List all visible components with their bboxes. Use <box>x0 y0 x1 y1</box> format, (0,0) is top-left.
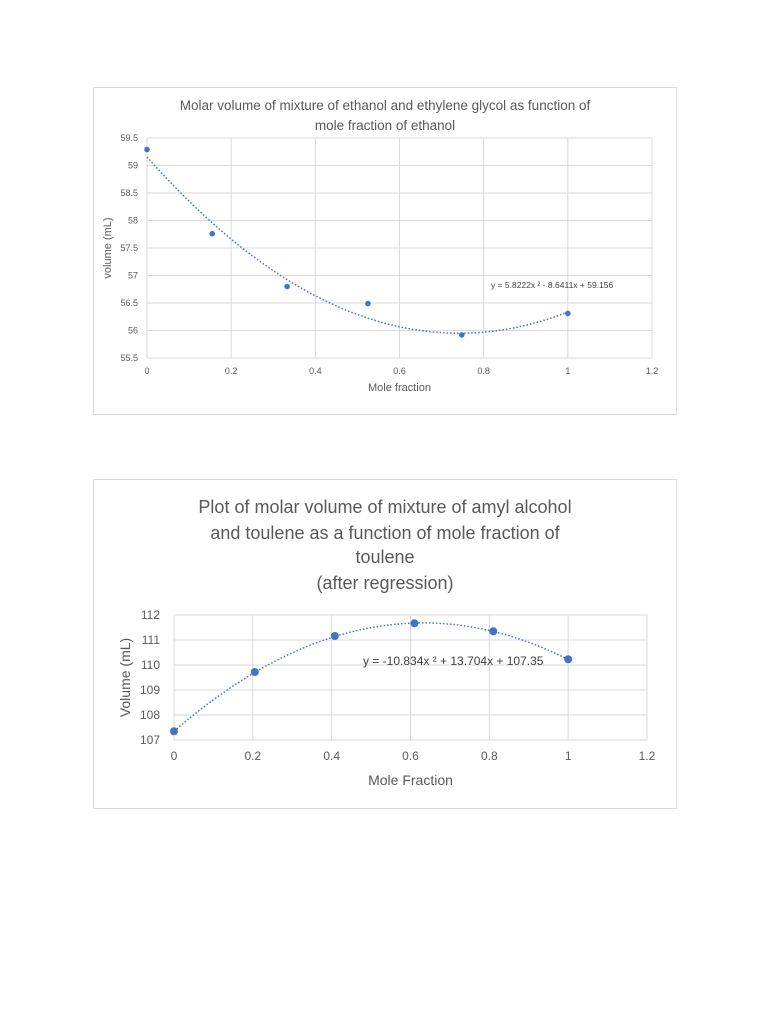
chart-2-ytick-2: 109 <box>139 683 160 698</box>
chart-2-xtick-4: 0.8 <box>480 749 498 763</box>
chart-1-x-axis-title: Mole fraction <box>368 382 431 394</box>
chart-2-ytick-1: 108 <box>139 708 160 723</box>
chart-2-point-6 <box>564 655 572 663</box>
chart-2-xtick-1: 0.2 <box>244 749 262 763</box>
chart-1-xtick-5: 1 <box>565 366 571 376</box>
chart-2-y-axis-title: Volume (mL) <box>117 637 133 718</box>
chart-2-title-line-2: and toulene as a function of mole fraction of <box>210 523 560 543</box>
chart-1-ytick-8: 59.5 <box>120 133 138 144</box>
chart-1-ytick-0: 55.5 <box>120 353 138 364</box>
chart-2-point-1 <box>170 727 178 735</box>
chart-1-y-axis-title: volume (mL) <box>102 217 114 279</box>
chart-1-point-3 <box>284 284 290 290</box>
chart-amyl-alcohol-toulene <box>93 479 677 809</box>
chart-1-title-line-1: Molar volume of mixture of ethanol and ethylene glycol as function of <box>179 98 591 113</box>
chart-1-ytick-7: 59 <box>127 160 138 171</box>
chart-2-ytick-4: 111 <box>141 633 160 648</box>
chart-2-xtick-0: 0 <box>170 749 178 763</box>
chart-ethanol-ethylene-glycol <box>93 87 677 415</box>
chart-svg-1 <box>94 88 676 414</box>
chart-2-ytick-5: 112 <box>140 608 160 623</box>
chart-2-ytick-3: 110 <box>140 658 160 673</box>
chart-1-xtick-1: 0.2 <box>224 366 238 376</box>
chart-1-trendline <box>147 157 568 333</box>
chart-1-trendline-equation: y = 5.8222x ² - 8.6411x + 59.156 <box>491 280 614 290</box>
chart-2-title-line-4: (after regression) <box>316 573 454 593</box>
chart-1-point-1 <box>144 147 150 153</box>
chart-1-point-5 <box>459 332 465 338</box>
chart-2-title-line-1: Plot of molar volume of mixture of amyl alcohol <box>198 497 572 517</box>
chart-1-xtick-6: 1.2 <box>645 366 659 376</box>
chart-1-xtick-4: 0.8 <box>477 366 490 376</box>
chart-2-point-5 <box>489 627 497 635</box>
chart-2-xtick-5: 1 <box>564 749 572 763</box>
chart-2-point-2 <box>251 668 259 676</box>
chart-1-ytick-1: 56 <box>127 325 138 336</box>
chart-2-xtick-3: 0.6 <box>402 749 419 763</box>
chart-2-xtick-6: 1.2 <box>638 749 656 763</box>
chart-svg-2 <box>94 480 676 808</box>
chart-1-title-line-2: mole fraction of ethanol <box>314 118 456 133</box>
chart-1-ytick-5: 58 <box>127 215 138 226</box>
chart-1-xtick-2: 0.4 <box>309 366 322 376</box>
chart-2-point-3 <box>331 632 339 640</box>
chart-2-title-line-3: toulene <box>355 547 415 567</box>
chart-2-trendline-equation: y = -10.834x ² + 13.704x + 107.35 <box>363 654 544 668</box>
chart-1-ytick-3: 57 <box>127 270 138 281</box>
chart-1-point-4 <box>365 301 371 307</box>
chart-2-ytick-0: 107 <box>139 733 160 748</box>
chart-1-ytick-2: 56.5 <box>120 298 138 309</box>
chart-2-x-axis-title: Mole Fraction <box>368 772 453 788</box>
chart-1-ytick-4: 57.5 <box>120 243 138 254</box>
chart-1-point-2 <box>209 231 215 237</box>
chart-1-xtick-0: 0 <box>144 366 150 376</box>
chart-2-point-4 <box>410 619 418 627</box>
chart-1-point-6 <box>565 311 571 317</box>
chart-2-xtick-2: 0.4 <box>323 749 341 763</box>
chart-1-xtick-3: 0.6 <box>393 366 406 376</box>
chart-1-ytick-6: 58.5 <box>120 188 138 199</box>
